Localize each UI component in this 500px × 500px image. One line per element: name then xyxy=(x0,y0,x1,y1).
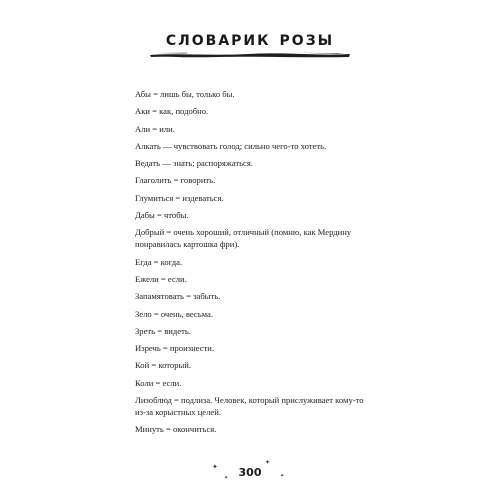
glossary-entry: Запамятовать = забыть. xyxy=(135,291,221,302)
glossary-entry: Егда = когда. xyxy=(135,256,183,267)
star-icon: ✦ xyxy=(265,460,271,466)
page-title: словарик розы xyxy=(165,26,335,50)
glossary-entry: Изречь = произнести. xyxy=(135,343,215,354)
glossary-entry: Ежели = если. xyxy=(135,273,187,284)
chapter-header xyxy=(0,26,500,50)
brush-underline xyxy=(148,50,352,60)
glossary-entry: Али = или. xyxy=(135,123,175,134)
glossary-entry: Зело = очень, весьма. xyxy=(135,308,213,319)
glossary-entry: Коли = если. xyxy=(135,377,182,388)
glossary-entry: Глумиться = издеваться. xyxy=(135,192,224,203)
glossary-entry: Алкать — чувствовать голод; сильно чего-то хотеть. xyxy=(135,140,327,151)
star-icon: ✦ xyxy=(212,463,218,471)
glossary-entry: Ведать — знать; распоряжаться. xyxy=(135,158,253,169)
star-icon: ✦ xyxy=(280,474,285,479)
glossary-entry: Минуть = окончиться. xyxy=(135,424,217,435)
glossary-entry: Глаголить = говорить. xyxy=(135,175,216,186)
glossary-entry: Лизоблюд = подлиза. Человек, который прислуживает кому-то из-за корыстных целей. xyxy=(135,395,364,418)
glossary-entry: Дабы = чтобы. xyxy=(135,210,189,221)
glossary-entry: Добрый = очень хороший, отличный (помню, как Мердину понравилась картошка фри). xyxy=(135,227,352,250)
star-icon: ✦ xyxy=(224,476,229,481)
glossary-entry: Абы = лишь бы, только бы. xyxy=(135,89,235,99)
glossary-entry: Зреть = видеть. xyxy=(135,325,191,336)
page-number: 300 xyxy=(238,466,262,479)
page-footer xyxy=(0,460,500,490)
glossary-entry: Кой = который. xyxy=(135,360,192,371)
glossary-entry: Аки = как, подобно. xyxy=(135,106,209,117)
glossary-list xyxy=(135,88,367,441)
